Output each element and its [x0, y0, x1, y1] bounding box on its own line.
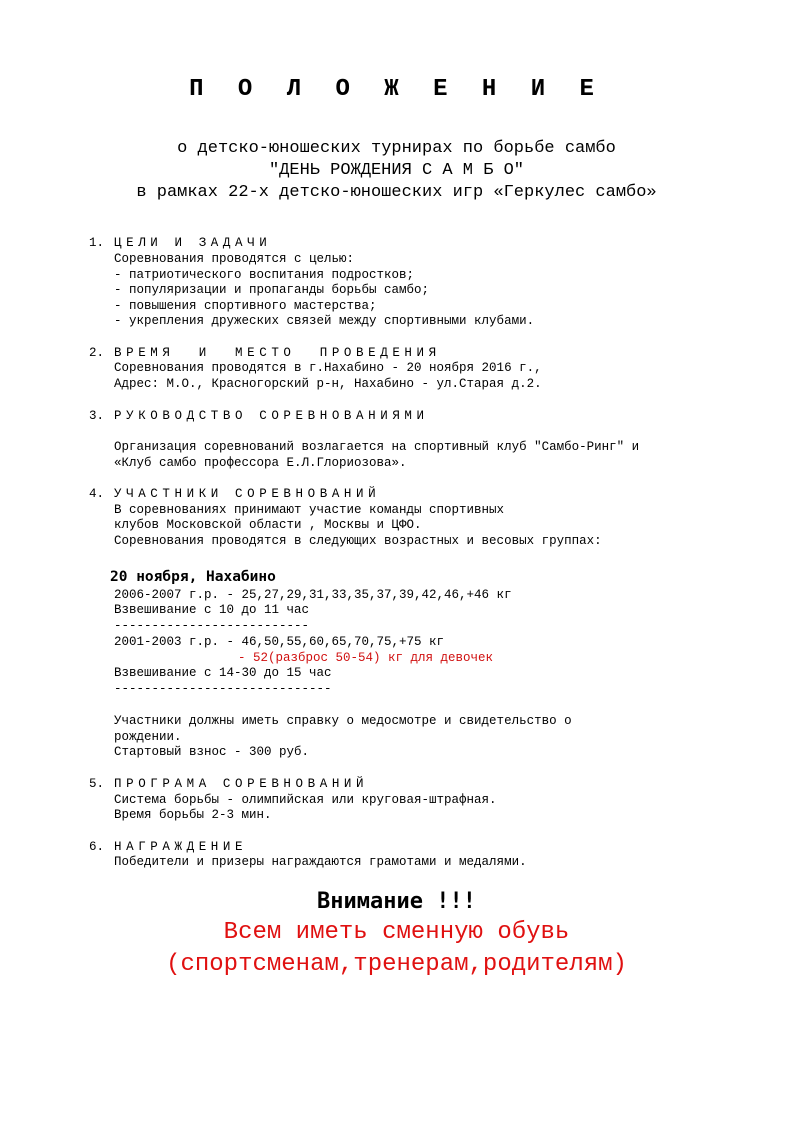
subtitle-line-1: о детско-юношеских турнирах по борьбе самбо: [177, 139, 616, 158]
section-3-number: 3.: [89, 409, 105, 423]
subtitle-line-3: в рамках 22-х детско-юношеских игр «Геркулес самбо»: [136, 183, 657, 202]
section-2-line: Соревнования проводятся в г.Нахабино - 20 ноября 2016 г.,: [114, 361, 542, 375]
section-6-line: Победители и призеры награждаются грамотами и медалями.: [114, 855, 527, 869]
group-1-weights: 2006-2007 г.р. - 25,27,29,31,33,35,37,39,42,46,+46 кг: [114, 588, 512, 602]
notice-line-2: (спортсменам,тренерам,родителям): [166, 951, 627, 978]
section-5-line: Время борьбы 2-3 мин.: [114, 808, 272, 822]
section-2-heading: ВРЕМЯ И МЕСТО ПРОВЕДЕНИЯ: [114, 346, 441, 360]
section-4-number: 4.: [89, 487, 105, 501]
section-5-number: 5.: [89, 777, 105, 791]
section-4-line: клубов Московской области , Москвы и ЦФО.: [114, 518, 422, 532]
group-1-weigh-in: Взвешивание с 10 до 11 час: [114, 603, 310, 617]
section-6-heading: НАГРАЖДЕНИЕ: [114, 840, 248, 854]
event-date-location: 20 ноября, Нахабино: [110, 569, 276, 585]
attention-heading: Внимание !!!: [317, 889, 476, 914]
section-5-line: Система борьбы - олимпийская или круговая-штрафная.: [114, 793, 497, 807]
section-2-number: 2.: [89, 346, 105, 360]
requirements-line: рождении.: [114, 730, 182, 744]
section-3-line: «Клуб самбо профессора Е.Л.Глориозова».: [114, 456, 407, 470]
section-5-heading: ПРОГРАМА СОРЕВНОВАНИЙ: [114, 777, 369, 791]
section-3-heading: РУКОВОДСТВО СОРЕВНОВАНИЯМИ: [114, 409, 429, 423]
section-1-line: - повышения спортивного мастерства;: [114, 299, 377, 313]
section-1-line: Соревнования проводятся с целью:: [114, 252, 355, 266]
section-6-number: 6.: [89, 840, 105, 854]
group-2-weights: 2001-2003 г.р. - 46,50,55,60,65,70,75,+75 кг: [114, 635, 445, 649]
document-title: П О Л О Ж Е Н И Е: [189, 76, 604, 103]
group-2-weigh-in: Взвешивание с 14-30 до 15 час: [114, 666, 332, 680]
section-1-number: 1.: [89, 236, 105, 250]
separator-line: -----------------------------: [114, 682, 332, 696]
section-4-line: В соревнованиях принимают участие команды спортивных: [114, 503, 505, 517]
section-1-line: - укрепления дружеских связей между спортивными клубами.: [114, 314, 535, 328]
subtitle-line-2: "ДЕНЬ РОЖДЕНИЯ С А М Б О": [268, 161, 525, 180]
entry-fee: Стартовый взнос - 300 руб.: [114, 745, 310, 759]
section-3-line: Организация соревнований возлагается на спортивный клуб "Самбо-Ринг" и: [114, 440, 640, 454]
section-1-line: - патриотического воспитания подростков;: [114, 268, 415, 282]
section-4-heading: УЧАСТНИКИ СОРЕВНОВАНИЙ: [114, 487, 381, 501]
section-4-line: Соревнования проводятся в следующих возрастных и весовых группах:: [114, 534, 602, 548]
group-2-girls-weight: - 52(разброс 50-54) кг для девочек: [238, 651, 494, 665]
section-1-line: - популяризации и пропаганды борьбы самбо;: [114, 283, 430, 297]
section-1-heading: ЦЕЛИ И ЗАДАЧИ: [114, 236, 272, 250]
section-2-line: Адрес: М.О., Красногорский р-н, Нахабино - ул.Старая д.2.: [114, 377, 542, 391]
separator-line: --------------------------: [114, 619, 310, 633]
requirements-line: Участники должны иметь справку о медосмотре и свидетельство о: [114, 714, 572, 728]
notice-line-1: Всем иметь сменную обувь: [223, 919, 570, 946]
